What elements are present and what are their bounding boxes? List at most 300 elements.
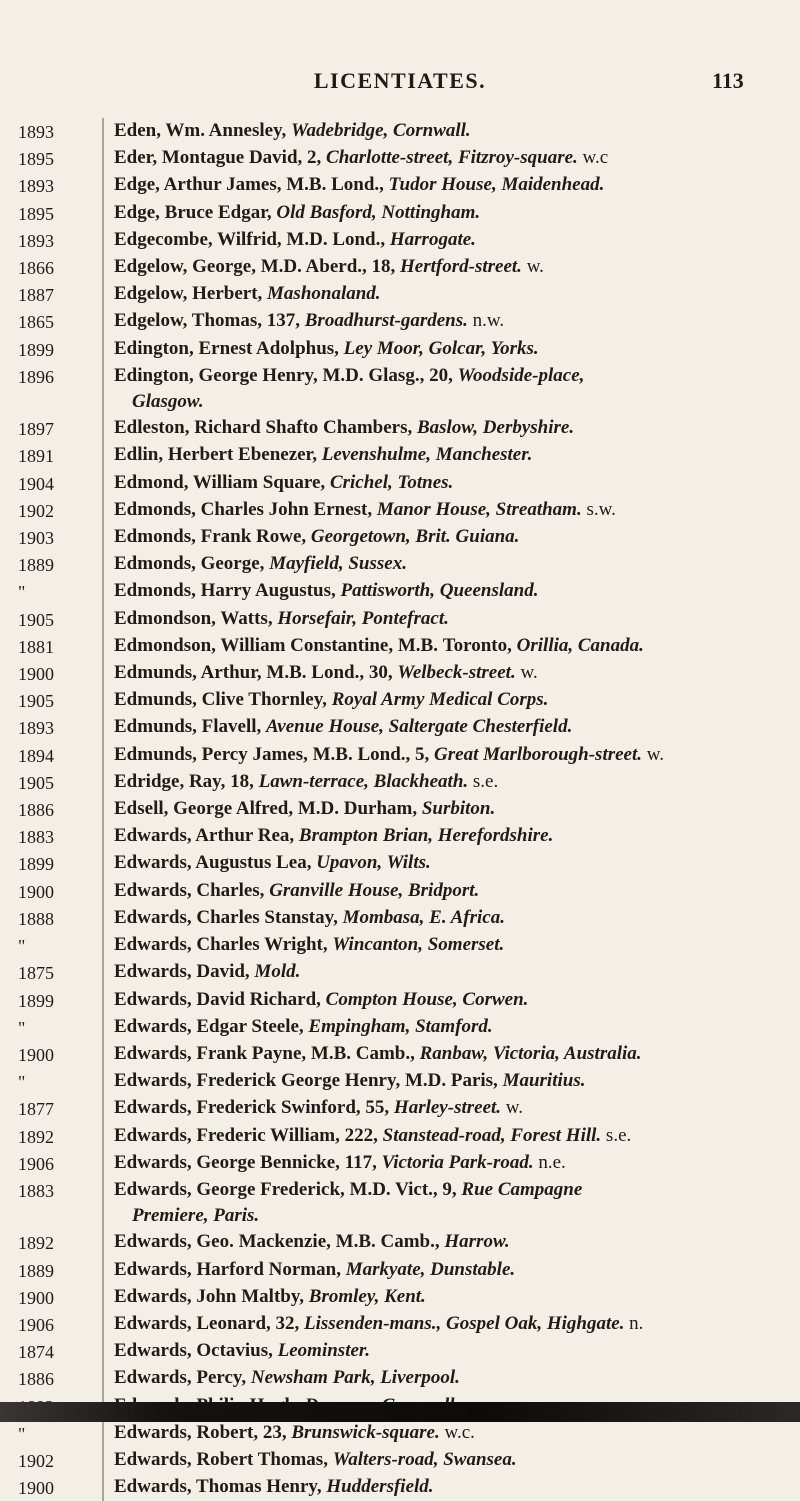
entry-address-number: 222,: [344, 1124, 378, 1146]
entry-year: 1905: [18, 609, 54, 630]
list-item: [18, 1338, 788, 1365]
column-rule: [102, 578, 104, 605]
entry-name: Edwards, Octavius,: [114, 1340, 273, 1362]
entry-text: [114, 578, 788, 604]
entry-year: 1906: [18, 1153, 54, 1174]
column-rule: [102, 1068, 104, 1095]
entry-postal-district: w.: [520, 662, 538, 684]
entry-year: ": [18, 1423, 26, 1444]
entry-address-number: 23,: [262, 1421, 287, 1443]
entry-text: [114, 470, 788, 496]
entry-location: Orillia, Canada.: [516, 634, 644, 656]
entry-location: Brampton Brian, Herefordshire.: [298, 825, 554, 847]
entry-text: [114, 1257, 788, 1283]
list-item: [18, 1095, 788, 1122]
entry-year: 1866: [18, 258, 54, 279]
entry-location: Harrow.: [444, 1231, 510, 1253]
entry-year: 1865: [18, 312, 54, 333]
column-rule: [102, 1123, 104, 1150]
entry-year: ": [18, 1072, 26, 1093]
column-rule: [102, 1041, 104, 1068]
list-item: [18, 1041, 788, 1068]
entry-year: 1886: [18, 800, 54, 821]
entry-text: [114, 1474, 788, 1500]
column-rule: [102, 470, 104, 497]
entry-year: 1900: [18, 1478, 54, 1499]
entry-postal-district: w.: [646, 743, 665, 765]
entry-name: Edwards, Arthur Rea,: [114, 825, 295, 847]
entry-name: Edmunds, Flavell,: [114, 716, 262, 738]
entry-name: Edwards, George Bennicke,: [114, 1151, 340, 1173]
entry-year: 1904: [18, 473, 54, 494]
entry-location: Ley Moor, Golcar, Yorks.: [343, 337, 539, 359]
entry-text: [114, 551, 788, 577]
list-item: [18, 932, 788, 959]
entry-name: Edwards, John Maltby,: [114, 1285, 305, 1307]
list-item: [18, 905, 788, 932]
entry-year: 1895: [18, 203, 54, 224]
entry-text: [114, 415, 788, 441]
entry-name: Edwards, Charles Stanstay,: [114, 906, 338, 928]
entry-name: Edwards, Charles,: [114, 879, 265, 901]
entry-year: 1896: [18, 366, 54, 387]
column-rule: [102, 878, 104, 905]
column-rule: [102, 145, 104, 172]
entry-location: Mombasa, E. Africa.: [342, 906, 505, 928]
column-rule: [102, 227, 104, 254]
entry-year: 1902: [18, 1450, 54, 1471]
entry-location: Tudor House, Maidenhead.: [388, 174, 605, 196]
list-item: [18, 1257, 788, 1284]
entry-text: [114, 442, 788, 468]
entry-year: 1883: [18, 827, 54, 848]
column-rule: [102, 932, 104, 959]
entry-text: [114, 633, 788, 659]
list-item: [18, 606, 788, 633]
column-rule: [102, 1420, 104, 1447]
column-rule: [102, 905, 104, 932]
entry-location: Compton House, Corwen.: [325, 988, 529, 1010]
entry-location: Wincanton, Somerset.: [332, 934, 505, 956]
entry-text: [114, 905, 788, 931]
entry-text: [114, 118, 788, 144]
entry-text: [114, 145, 788, 171]
entry-year: 1889: [18, 555, 54, 576]
entry-name: Edwards, David Richard,: [114, 988, 321, 1010]
entry-location: Baslow, Derbyshire.: [416, 417, 575, 439]
entry-location: Lissenden-mans., Gospel Oak, Highgate.: [304, 1312, 625, 1334]
column-rule: [102, 336, 104, 363]
entry-year: 1888: [18, 908, 54, 929]
entry-year: 1900: [18, 1044, 54, 1065]
entry-year: 1900: [18, 1287, 54, 1308]
entry-name: Edwards, Charles Wright,: [114, 934, 328, 956]
entry-location: Huddersfield.: [326, 1476, 434, 1498]
column-rule: [102, 742, 104, 769]
column-rule: [102, 1229, 104, 1256]
entry-text: [114, 1123, 788, 1149]
entry-name: Edgelow, Thomas,: [114, 310, 262, 332]
entry-location: Charlotte-street, Fitzroy-square.: [326, 147, 578, 169]
entry-location: Harley-street.: [393, 1097, 502, 1119]
entry-location: Great Marlborough-street.: [434, 743, 643, 765]
entry-address-number: 55,: [365, 1097, 390, 1119]
entry-text: [114, 1068, 788, 1094]
entry-location: Ranbaw, Victoria, Australia.: [419, 1042, 642, 1064]
column-rule: [102, 1284, 104, 1311]
entry-postal-district: w.c: [582, 147, 609, 169]
entry-text: [114, 524, 788, 550]
entry-address-number: 2,: [307, 147, 322, 169]
entry-text: [114, 850, 788, 876]
entry-text: [114, 172, 788, 198]
entry-text: [114, 959, 788, 985]
entry-year: 1900: [18, 664, 54, 685]
entry-year: 1899: [18, 854, 54, 875]
entry-year: 1886: [18, 1369, 54, 1390]
entry-name: Edgelow, George, M.D. Aberd.,: [114, 256, 367, 278]
entry-name: Eden, Wm. Annesley,: [114, 120, 287, 141]
entry-year: 1874: [18, 1342, 54, 1363]
entry-postal-district: s.w.: [586, 498, 616, 520]
column-rule: [102, 1257, 104, 1284]
entry-postal-district: w.: [505, 1097, 524, 1119]
list-item: [18, 145, 788, 172]
entry-name: Edwards, Harford Norman,: [114, 1258, 341, 1280]
list-item: [18, 200, 788, 227]
entry-location: Granville House, Bridport.: [269, 879, 480, 901]
entry-text: [114, 769, 788, 795]
entry-postal-district: n.w.: [472, 310, 505, 332]
entry-year: 1895: [18, 149, 54, 170]
entry-text: [114, 1311, 788, 1337]
entry-text: [114, 796, 788, 822]
list-item: [18, 1177, 788, 1229]
list-item: [18, 633, 788, 660]
entry-name: Edmondson, William Constantine, M.B.: [114, 634, 438, 656]
list-item: [18, 1447, 788, 1474]
entry-location: Leominster.: [277, 1340, 371, 1362]
entry-name: Edwards, Frederick Swinford,: [114, 1097, 361, 1119]
column-rule: [102, 172, 104, 199]
entry-name: Edwards, Leonard,: [114, 1312, 271, 1334]
list-item: [18, 1420, 788, 1447]
entry-location: Avenue House, Saltergate Chesterfield.: [266, 716, 573, 738]
entry-text: [114, 932, 788, 958]
list-item: [18, 172, 788, 199]
list-item: [18, 442, 788, 469]
list-item: [18, 336, 788, 363]
entry-location: Woodside-place,: [457, 364, 585, 386]
entry-location: Manor House, Streatham.: [376, 498, 582, 520]
entry-location: Lawn-terrace, Blackheath.: [258, 770, 469, 792]
entry-text: [114, 363, 788, 415]
entry-year: 1899: [18, 990, 54, 1011]
entry-year: 1903: [18, 528, 54, 549]
entry-address-number: 30,: [368, 662, 393, 684]
entry-location: Broadhurst-gardens.: [304, 310, 468, 332]
entry-year: 1892: [18, 1233, 54, 1254]
column-rule: [102, 254, 104, 281]
entry-text: [114, 336, 788, 362]
column-rule: [102, 769, 104, 796]
entry-text: [114, 1365, 788, 1391]
column-rule: [102, 281, 104, 308]
entry-text: [114, 1014, 788, 1040]
list-item: [18, 1068, 788, 1095]
column-rule: [102, 850, 104, 877]
page-header: [0, 68, 800, 108]
entry-postal-district: s.e.: [472, 770, 499, 792]
entry-address-number: 32,: [275, 1312, 300, 1334]
entry-year: 1897: [18, 419, 54, 440]
entry-text: [114, 1150, 788, 1176]
column-rule: [102, 442, 104, 469]
list-item: [18, 1311, 788, 1338]
entry-location: Mauritius.: [502, 1070, 586, 1092]
list-item: [18, 823, 788, 850]
list-item: [18, 470, 788, 497]
entry-location: Pattisworth, Queensland.: [340, 580, 539, 602]
entry-year: 1875: [18, 963, 54, 984]
entry-year: 1891: [18, 446, 54, 467]
entry-location: Royal Army Medical Corps.: [331, 689, 549, 711]
list-item: [18, 1123, 788, 1150]
list-item: [18, 1014, 788, 1041]
list-item: [18, 227, 788, 254]
entry-location: Bromley, Kent.: [308, 1285, 426, 1307]
entry-location: Upavon, Wilts.: [316, 852, 431, 874]
entry-postal-district: w.c.: [444, 1421, 475, 1443]
entry-location: Stanstead-road, Forest Hill.: [382, 1124, 602, 1146]
entry-text: [114, 1229, 788, 1255]
entry-name: Edwards, Augustus Lea,: [114, 852, 312, 874]
entry-location: Victoria Park-road.: [381, 1151, 534, 1173]
list-item: [18, 769, 788, 796]
entry-location: Welbeck-street.: [397, 662, 516, 684]
list-item: [18, 660, 788, 687]
entry-address-number: 137,: [266, 310, 300, 332]
column-rule: [102, 714, 104, 741]
column-rule: [102, 1338, 104, 1365]
page-number: 113: [712, 68, 744, 93]
list-item: [18, 551, 788, 578]
entry-year: 1899: [18, 339, 54, 360]
list-item: [18, 796, 788, 823]
page-title: LICENTIATES.: [313, 68, 487, 93]
entry-location: Mashonaland.: [267, 283, 381, 305]
entry-year: 1893: [18, 230, 54, 251]
entry-year: 1893: [18, 122, 54, 142]
column-rule: [102, 959, 104, 986]
entry-year: 1877: [18, 1099, 54, 1120]
entry-location: Newsham Park, Liverpool.: [250, 1367, 460, 1389]
entry-year: 1905: [18, 772, 54, 793]
list-item: [18, 878, 788, 905]
entry-address-number: 5,: [415, 743, 430, 765]
entry-location: Old Basford, Nottingham.: [276, 201, 481, 223]
entry-location-continued: Glasgow.: [132, 391, 204, 413]
entry-location: Harrogate.: [389, 228, 476, 250]
list-item: [18, 987, 788, 1014]
column-rule: [102, 796, 104, 823]
entry-text: [114, 606, 788, 632]
column-rule: [102, 200, 104, 227]
list-item: [18, 1229, 788, 1256]
entry-year: 1902: [18, 500, 54, 521]
entry-text: [114, 1095, 788, 1121]
list-item: [18, 308, 788, 335]
entry-year: 1883: [18, 1180, 54, 1201]
column-rule: [102, 1447, 104, 1474]
entry-address-number: Toronto,: [442, 634, 512, 656]
entry-text: [114, 281, 788, 307]
entry-name: Edwards, Robert,: [114, 1421, 259, 1443]
entry-year: 1881: [18, 636, 54, 657]
list-item: [18, 254, 788, 281]
entry-text: [114, 1447, 788, 1473]
entry-location: Mayfield, Sussex.: [269, 553, 407, 575]
column-rule: [102, 633, 104, 660]
entry-year: 1892: [18, 1126, 54, 1147]
column-rule: [102, 524, 104, 551]
entry-name: Edge, Arthur James, M.B. Lond.,: [114, 174, 384, 196]
entry-name: Edwards, Frederic William,: [114, 1124, 340, 1146]
entry-year: ": [18, 936, 26, 957]
column-rule: [102, 660, 104, 687]
entry-name: Edwards, Geo. Mackenzie, M.B. Camb.,: [114, 1231, 440, 1253]
entry-year: 1900: [18, 881, 54, 902]
list-item: [18, 524, 788, 551]
column-rule: [102, 308, 104, 335]
entry-location: Georgetown, Brit. Guiana.: [310, 526, 520, 548]
entry-year: 1887: [18, 285, 54, 306]
list-item: [18, 415, 788, 442]
entry-text: [114, 200, 788, 226]
column-rule: [102, 1177, 104, 1229]
entry-year: 1893: [18, 176, 54, 197]
entry-year: 1906: [18, 1314, 54, 1335]
list-item: [18, 714, 788, 741]
column-rule: [102, 497, 104, 524]
entry-address-number: 18,: [230, 770, 254, 792]
licentiate-list: [18, 118, 788, 1501]
entry-name: Edwards, Frederick George Henry, M.D. Paris,: [114, 1070, 498, 1092]
entry-text: [114, 1338, 788, 1364]
column-rule: [102, 606, 104, 633]
entry-year: 1889: [18, 1260, 54, 1281]
entry-name: Edge, Bruce Edgar,: [114, 201, 272, 223]
entry-location: Crichel, Totnes.: [329, 471, 454, 493]
list-item: [18, 1150, 788, 1177]
entry-postal-district: w.: [526, 256, 544, 278]
entry-name: Edmonds, Frank Rowe,: [114, 526, 307, 548]
entry-text: [114, 497, 788, 523]
column-rule: [102, 1365, 104, 1392]
column-rule: [102, 1311, 104, 1338]
entry-name: Edington, Ernest Adolphus,: [114, 337, 339, 359]
entry-address-number: 18,: [371, 256, 396, 278]
entry-year: 1905: [18, 691, 54, 712]
column-rule: [102, 415, 104, 442]
entry-name: Edwards, Edgar Steele,: [114, 1015, 304, 1037]
entry-text: [114, 687, 788, 713]
column-rule: [102, 823, 104, 850]
entry-location-continued: Premiere, Paris.: [132, 1205, 260, 1227]
column-rule: [102, 118, 104, 145]
entry-name: Eder, Montague David,: [114, 147, 303, 169]
entry-address-number: 117,: [344, 1151, 377, 1173]
list-item: [18, 281, 788, 308]
list-item: [18, 363, 788, 415]
entry-postal-district: n.e.: [538, 1151, 566, 1173]
entry-name: Edleston, Richard Shafto Chambers,: [114, 417, 413, 439]
entry-name: Edmunds, Clive Thornley,: [114, 689, 327, 711]
entry-address-number: 9,: [442, 1178, 457, 1200]
list-item: [18, 1474, 788, 1501]
entry-text: [114, 987, 788, 1013]
entry-year: ": [18, 582, 26, 603]
list-item: [18, 850, 788, 877]
column-rule: [102, 1474, 104, 1501]
list-item: [18, 1365, 788, 1392]
entry-name: Edmunds, Arthur, M.B. Lond.,: [114, 662, 365, 684]
entry-location: Mold.: [254, 961, 301, 983]
entry-text: [114, 227, 788, 253]
entry-name: Edgecombe, Wilfrid, M.D. Lond.,: [114, 228, 386, 250]
entry-text: [114, 308, 788, 334]
list-item: [18, 959, 788, 986]
entry-name: Edlin, Herbert Ebenezer,: [114, 444, 317, 466]
entry-text: [114, 1177, 788, 1229]
entry-address-number: 20,: [429, 364, 453, 386]
entry-location: Horsefair, Pontefract.: [277, 607, 449, 629]
list-item: [18, 578, 788, 605]
entry-text: [114, 742, 788, 768]
list-item: [18, 497, 788, 524]
entry-name: Edwards, Robert Thomas,: [114, 1448, 328, 1470]
entry-name: Edington, George Henry, M.D. Glasg.,: [114, 364, 425, 386]
entry-text: [114, 1284, 788, 1310]
entry-name: Edsell, George Alfred, M.D. Durham,: [114, 798, 418, 820]
column-rule: [102, 1150, 104, 1177]
list-item: [18, 687, 788, 714]
entry-location: Brunswick-square.: [291, 1421, 440, 1443]
list-item: [18, 118, 788, 145]
entry-text: [114, 660, 788, 686]
entry-name: Edwards, George Frederick, M.D. Vict.,: [114, 1178, 438, 1200]
entry-text: [114, 878, 788, 904]
entry-location: Empingham, Stamford.: [308, 1015, 493, 1037]
entry-name: Edmonds, Harry Augustus,: [114, 580, 336, 602]
entry-text: [114, 714, 788, 740]
column-rule: [102, 1014, 104, 1041]
column-rule: [102, 687, 104, 714]
entry-text: [114, 823, 788, 849]
entry-location: Levenshulme, Manchester.: [321, 444, 533, 466]
entry-postal-district: s.e.: [605, 1124, 632, 1146]
entry-name: Edwards, David,: [114, 961, 250, 983]
entry-name: Edmunds, Percy James, M.B. Lond.,: [114, 743, 411, 765]
bottom-edge-shadow: [0, 1402, 800, 1422]
entry-location: Markyate, Dunstable.: [345, 1258, 516, 1280]
entry-text: [114, 1420, 788, 1446]
column-rule: [102, 363, 104, 415]
entry-name: Edmonds, George,: [114, 553, 265, 575]
entry-name: Edridge, Ray,: [114, 770, 226, 792]
list-item: [18, 742, 788, 769]
entry-year: 1893: [18, 718, 54, 739]
